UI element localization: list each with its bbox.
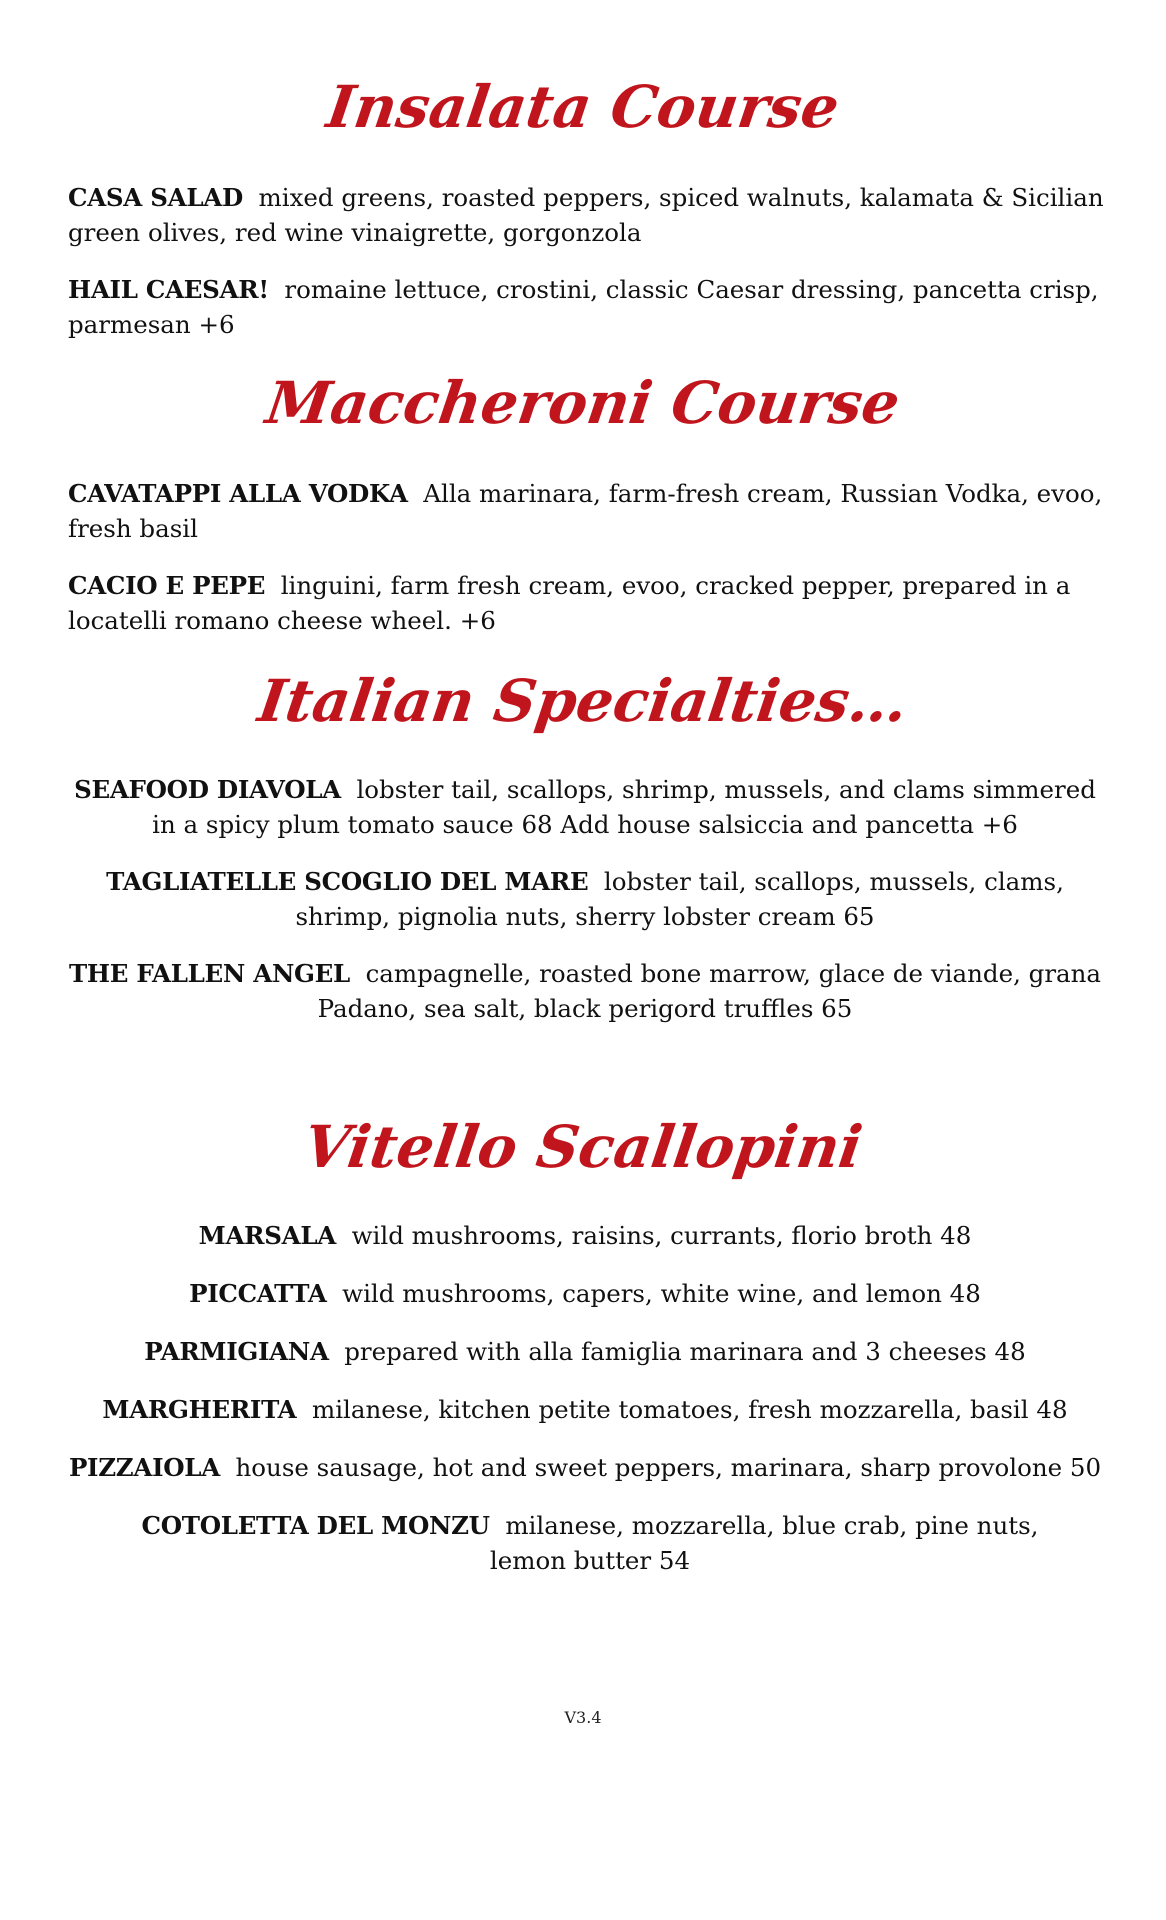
menu-item-margherita xyxy=(60,1392,1110,1427)
item-description: wild mushrooms, raisins, currants, florio broth 48 xyxy=(351,1221,972,1250)
section-heading-insalata: Insalata Course xyxy=(322,73,844,141)
item-name: PIZZAIOLA xyxy=(68,1453,220,1482)
section-heading-vitello: Vitello Scallopini xyxy=(299,1113,867,1181)
version-label: V3.4 xyxy=(564,1708,602,1727)
item-name: CAVATAPPI ALLA VODKA xyxy=(68,479,408,508)
menu-item-pizzaiola xyxy=(60,1450,1110,1485)
menu-item-cavatappi xyxy=(68,476,1108,546)
menu-item-marsala xyxy=(60,1218,1110,1253)
item-name: HAIL CAESAR! xyxy=(68,275,269,304)
item-description: milanese, kitchen petite tomatoes, fresh mozzarella, basil 48 xyxy=(311,1395,1068,1424)
item-name: PARMIGIANA xyxy=(144,1337,329,1366)
item-description: lobster tail, scallops, mussels, clams, shrimp, pignolia nuts, sherry lobster cream 65 xyxy=(295,867,1064,931)
item-name: COTOLETTA DEL MONZU xyxy=(141,1511,490,1540)
menu-item-tagliatelle xyxy=(60,864,1110,934)
item-description: linguini, farm fresh cream, evoo, cracked pepper, prepared in a locatelli romano cheese wheel. +6 xyxy=(68,571,1071,635)
section-heading-specialties: Italian Specialties… xyxy=(254,667,912,735)
item-name: CACIO E PEPE xyxy=(68,571,266,600)
item-name: SEAFOOD DIAVOLA xyxy=(74,775,341,804)
item-description: milanese, mozzarella, blue crab, pine nuts, lemon butter 54 xyxy=(489,1511,1039,1575)
item-name: TAGLIATELLE SCOGLIO DEL MARE xyxy=(106,867,589,896)
item-description: wild mushrooms, capers, white wine, and lemon 48 xyxy=(342,1279,981,1308)
section-heading-maccheroni: Maccheroni Course xyxy=(262,369,904,437)
menu-item-parmigiana xyxy=(60,1334,1110,1369)
menu-item-fallen-angel xyxy=(60,956,1110,1026)
menu-item-seafood-diavola xyxy=(60,772,1110,842)
item-description: lobster tail, scallops, shrimp, mussels, and clams simmered in a spicy plum tomato sauce 68 Add house salsiccia and pancetta +6 xyxy=(152,775,1096,839)
menu-item-cotoletta xyxy=(140,1508,1040,1578)
item-name: PICCATTA xyxy=(189,1279,327,1308)
menu-item-hail-caesar xyxy=(68,272,1108,342)
menu-item-piccatta xyxy=(60,1276,1110,1311)
item-name: CASA SALAD xyxy=(68,183,243,212)
item-description: campagnelle, roasted bone marrow, glace de viande, grana Padano, sea salt, black perigord truffles 65 xyxy=(317,959,1102,1023)
item-description: prepared with alla famiglia marinara and 3 cheeses 48 xyxy=(344,1337,1026,1366)
menu-item-casa-salad xyxy=(68,180,1108,250)
item-description: mixed greens, roasted peppers, spiced walnuts, kalamata & Sicilian green olives, red wine vinaigrette, gorgonzola xyxy=(68,183,1104,247)
item-description: Alla marinara, farm-fresh cream, Russian Vodka, evoo, fresh basil xyxy=(68,479,1103,543)
item-description: house sausage, hot and sweet peppers, marinara, sharp provolone 50 xyxy=(235,1453,1102,1482)
item-name: THE FALLEN ANGEL xyxy=(68,959,350,988)
item-name: MARGHERITA xyxy=(102,1395,297,1424)
item-name: MARSALA xyxy=(198,1221,336,1250)
menu-item-cacio-e-pepe xyxy=(68,568,1108,638)
item-description: romaine lettuce, crostini, classic Caesar dressing, pancetta crisp, parmesan +6 xyxy=(68,275,1099,339)
